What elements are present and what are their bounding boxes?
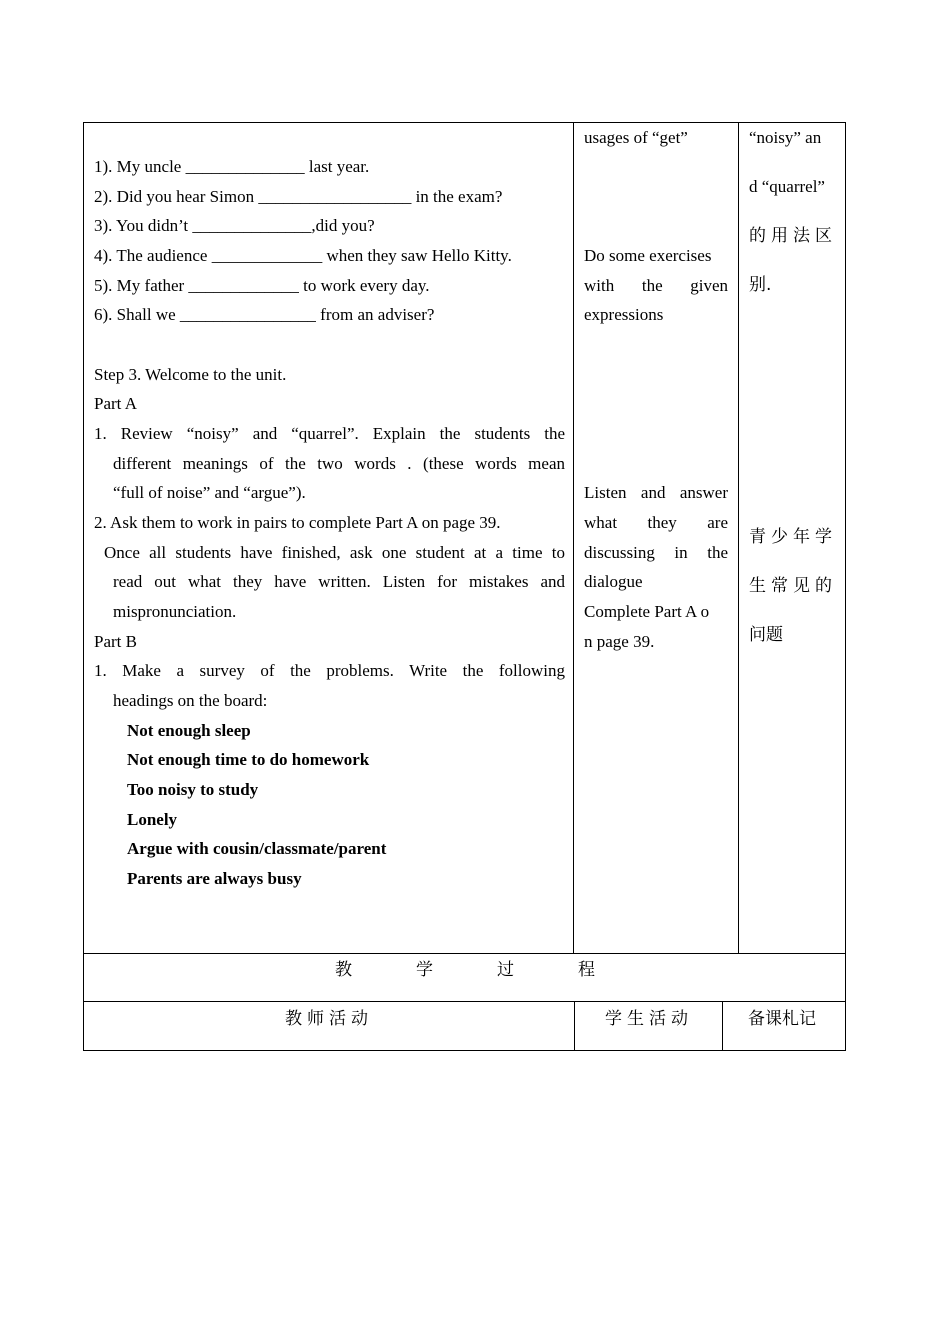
part-b-item1-line2: headings on the board:: [113, 691, 268, 710]
part-a-item2-line3: read out what they have written. Listen for mistakes and: [113, 572, 565, 591]
lesson-table: [83, 122, 846, 954]
heading-1: Not enough sleep: [127, 721, 251, 740]
exercise-1: 1). My uncle ______________ last year.: [94, 157, 370, 176]
part-a-item2-line2: Once all students have finished, ask one student at a time to: [104, 543, 565, 562]
exercise-6: 6). Shall we ________________ from an adviser?: [94, 305, 435, 324]
student-activity-column: [574, 123, 739, 953]
notes-block2-line3: 问题: [749, 625, 783, 645]
notes-block1-line3: 的用法区: [749, 226, 837, 246]
part-a-item1-line3: “full of noise” and “argue”).: [113, 483, 306, 502]
student-block3-line5: Complete Part A o: [584, 602, 710, 621]
notes-column: [739, 123, 846, 953]
process-char-4: 程: [578, 960, 595, 980]
student-block3-line2: what they are: [584, 513, 728, 532]
teaching-process-header: [83, 953, 846, 1002]
process-char-3: 过: [497, 960, 514, 980]
exercise-3: 3). You didn’t ______________,did you?: [94, 216, 375, 235]
process-char-2: 学: [416, 960, 433, 980]
process-char-1: 教: [335, 960, 352, 980]
part-a-item1-line2: different meanings of the two words . (these words mean: [113, 454, 565, 473]
part-a-label: Part A: [94, 394, 137, 413]
notes-block1-line4: 别.: [749, 275, 772, 295]
notes-block2-line1: 青少年学: [749, 527, 837, 547]
header-divider: [574, 1001, 575, 1050]
part-b-item1-line1: 1. Make a survey of the problems. Write the following: [94, 661, 565, 680]
heading-4: Lonely: [127, 810, 178, 829]
heading-5: Argue with cousin/classmate/parent: [127, 839, 387, 858]
teacher-activity-column: [84, 123, 574, 953]
student-block3-line4: dialogue: [584, 572, 643, 591]
student-block3-line3: discussing in the: [584, 543, 728, 562]
notes-block1-line2: d “quarrel”: [749, 177, 825, 196]
exercise-5: 5). My father _____________ to work every day.: [94, 276, 430, 295]
part-a-item1-line1: 1. Review “noisy” and “quarrel”. Explain the students the: [94, 424, 565, 443]
exercise-4: 4). The audience _____________ when they saw Hello Kitty.: [94, 246, 512, 265]
student-line-get: usages of “get”: [584, 128, 688, 147]
student-block3-line6: n page 39.: [584, 632, 655, 651]
activity-header-row: [83, 1001, 846, 1051]
student-block3-line1: Listen and answer: [584, 483, 728, 502]
teacher-activity-header: 教师活动: [285, 1009, 373, 1029]
exercise-2: 2). Did you hear Simon __________________ in the exam?: [94, 187, 503, 206]
student-block2-line2: with the given: [584, 276, 728, 295]
heading-2: Not enough time to do homework: [127, 750, 370, 769]
student-block2-line1: Do some exercises: [584, 246, 712, 265]
part-a-item2-line4: mispronunciation.: [113, 602, 237, 621]
part-b-label: Part B: [94, 632, 137, 651]
header-divider: [722, 1001, 723, 1050]
student-block2-line3: expressions: [584, 305, 664, 324]
student-activity-header: 学生活动: [605, 1009, 693, 1029]
step3-title: Step 3. Welcome to the unit.: [94, 365, 287, 384]
part-a-item2-line1: 2. Ask them to work in pairs to complete Part A on page 39.: [94, 513, 501, 532]
notes-block2-line2: 生常见的: [749, 576, 837, 596]
heading-3: Too noisy to study: [127, 780, 259, 799]
heading-6: Parents are always busy: [127, 869, 302, 888]
notes-header: 备课札记: [748, 1009, 816, 1029]
notes-block1-line1: “noisy” an: [749, 128, 822, 147]
